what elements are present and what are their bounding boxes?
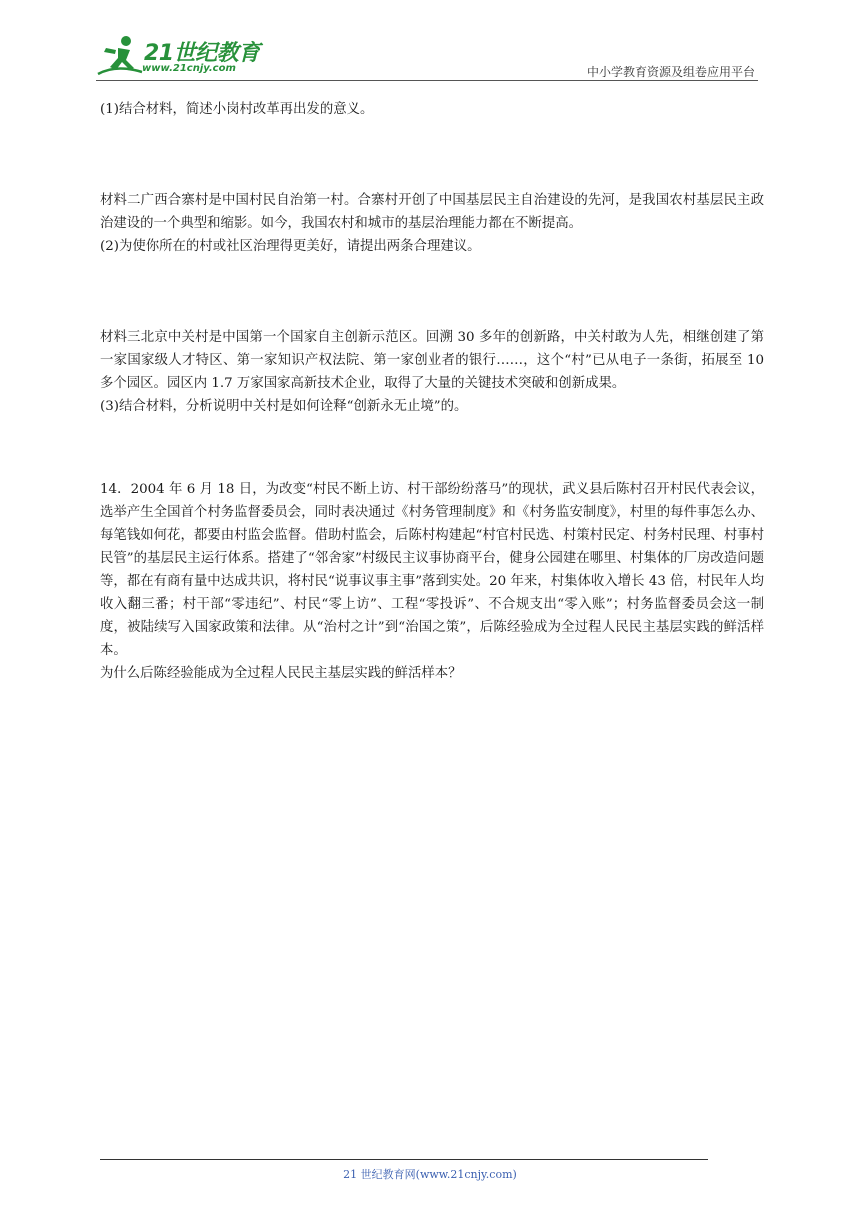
- question-14: 14．2004 年 6 月 18 日，为改变“村民不断上访、村干部纷纷落马”的现状，武义县后陈村召开村民代表会议，选举产生全国首个村务监督委员会，同时表决通过《村务管理制度》和《村务监安制度》，村里的每件事怎么办、每笔钱如何花，都要由村监会监督。借助村监会，后陈村构建起“村官村民选、村策村民定、村务村民理、村事村民管”的基层民主运行体系。搭建了“邻舍家”村级民主议事协商平台，健身公园建在哪里、村集体的厂房改造问题等，都在有商有量中达成共识，将村民“说事议事主事”落到实处。20 年来，村集体收入增长 43 倍，村民年人均收入翻三番；村干部“零违纪”、村民“零上访”、工程“零投诉”、不合规支出“零入账”；村务监督委员会这一制度，被陆续写入国家政策和法律。从“治村之计”到“治国之策”，后陈经验成为全过程人民民主基层实践的鲜活样本。: [100, 482, 764, 658]
- logo-url: www.21cnjy.com: [142, 63, 236, 74]
- runner-logo-icon: [96, 34, 146, 78]
- platform-title: 中小学教育资源及组卷应用平台: [586, 65, 755, 79]
- answer-space: [100, 418, 764, 478]
- question-1: (1)结合材料，简述小岗村改革再出发的意义。: [100, 102, 374, 117]
- material-2: 材料二广西合寨村是中国村民自治第一村。合寨村开创了中国基层民主自治建设的先河，是我国农村基层民主政治建设的一个典型和缩影。如今，我国农村和城市的基层治理能力都在不断提高。: [100, 193, 764, 231]
- answer-space: [100, 258, 764, 326]
- document-body: [100, 98, 764, 685]
- footer-divider: [100, 1159, 708, 1160]
- logo-text: 21世纪教育: [144, 41, 260, 66]
- page-header: [0, 0, 860, 90]
- question-14-prompt: 为什么后陈经验能成为全过程人民民主基层实践的鲜活样本？: [100, 666, 462, 681]
- material-3: 材料三北京中关村是中国第一个国家自主创新示范区。回溯 30 多年的创新路，中关村敢为人先，相继创建了第一家国家级人才特区、第一家知识产权法院、第一家创业者的银行……，这个“村”已从电子一条街，拓展至 10 多个园区。园区内 1.7 万家国家高新技术企业，取得了大量的关键技术突破和创新成果。: [100, 330, 764, 391]
- answer-space: [100, 121, 764, 189]
- question-2: (2)为使你所在的村或社区治理得更美好，请提出两条合理建议。: [100, 239, 481, 254]
- site-logo[interactable]: [96, 34, 266, 78]
- footer-link[interactable]: 21 世纪教育网(www.21cnjy.com): [343, 1168, 517, 1181]
- header-divider: [96, 80, 758, 81]
- question-3: (3)结合材料，分析说明中关村是如何诠释“创新永无止境”的。: [100, 399, 468, 414]
